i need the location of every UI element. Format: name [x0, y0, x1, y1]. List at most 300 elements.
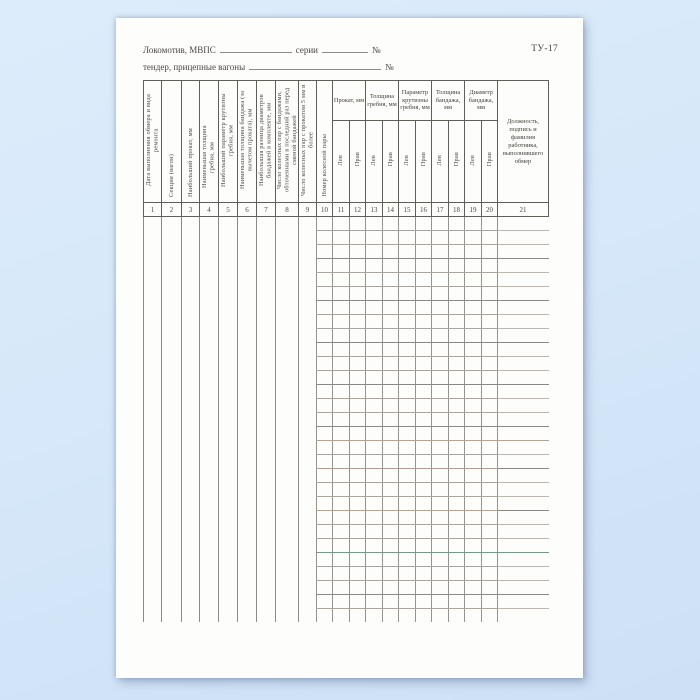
- grid-cell[interactable]: [317, 441, 333, 455]
- grid-cell[interactable]: [299, 525, 317, 539]
- grid-cell[interactable]: [416, 287, 432, 301]
- grid-cell[interactable]: [200, 301, 219, 315]
- grid-cell[interactable]: [383, 329, 399, 343]
- grid-cell[interactable]: [333, 301, 350, 315]
- grid-cell[interactable]: [482, 567, 498, 581]
- grid-cell[interactable]: [276, 595, 299, 609]
- grid-cell[interactable]: [317, 609, 333, 622]
- grid-cell[interactable]: [200, 455, 219, 469]
- grid-cell[interactable]: [449, 497, 465, 511]
- grid-cell[interactable]: [498, 315, 549, 329]
- grid-cell[interactable]: [482, 441, 498, 455]
- grid-cell[interactable]: [432, 245, 449, 259]
- grid-cell[interactable]: [333, 483, 350, 497]
- grid-cell[interactable]: [317, 329, 333, 343]
- grid-cell[interactable]: [350, 371, 366, 385]
- grid-cell[interactable]: [257, 483, 276, 497]
- grid-cell[interactable]: [144, 245, 162, 259]
- grid-cell[interactable]: [200, 371, 219, 385]
- grid-cell[interactable]: [366, 581, 383, 595]
- grid-cell[interactable]: [317, 497, 333, 511]
- grid-cell[interactable]: [238, 357, 257, 371]
- grid-cell[interactable]: [350, 553, 366, 567]
- grid-cell[interactable]: [299, 217, 317, 231]
- grid-cell[interactable]: [498, 217, 549, 231]
- grid-cell[interactable]: [482, 399, 498, 413]
- grid-cell[interactable]: [465, 245, 482, 259]
- grid-cell[interactable]: [399, 511, 416, 525]
- grid-cell[interactable]: [238, 371, 257, 385]
- grid-cell[interactable]: [317, 553, 333, 567]
- grid-cell[interactable]: [482, 427, 498, 441]
- grid-cell[interactable]: [257, 217, 276, 231]
- grid-cell[interactable]: [498, 343, 549, 357]
- locomotive-fill-blank[interactable]: [220, 44, 292, 53]
- grid-cell[interactable]: [416, 525, 432, 539]
- grid-cell[interactable]: [333, 273, 350, 287]
- grid-cell[interactable]: [200, 595, 219, 609]
- grid-cell[interactable]: [144, 455, 162, 469]
- grid-cell[interactable]: [299, 343, 317, 357]
- grid-cell[interactable]: [162, 427, 182, 441]
- grid-cell[interactable]: [416, 539, 432, 553]
- grid-cell[interactable]: [366, 343, 383, 357]
- grid-cell[interactable]: [432, 441, 449, 455]
- grid-cell[interactable]: [465, 455, 482, 469]
- grid-cell[interactable]: [276, 357, 299, 371]
- grid-cell[interactable]: [276, 539, 299, 553]
- grid-cell[interactable]: [182, 469, 200, 483]
- grid-cell[interactable]: [162, 217, 182, 231]
- grid-cell[interactable]: [219, 287, 238, 301]
- grid-cell[interactable]: [257, 385, 276, 399]
- grid-cell[interactable]: [350, 595, 366, 609]
- grid-cell[interactable]: [299, 469, 317, 483]
- grid-cell[interactable]: [432, 385, 449, 399]
- grid-cell[interactable]: [200, 497, 219, 511]
- grid-cell[interactable]: [238, 427, 257, 441]
- grid-cell[interactable]: [432, 581, 449, 595]
- grid-cell[interactable]: [465, 497, 482, 511]
- grid-cell[interactable]: [432, 553, 449, 567]
- grid-cell[interactable]: [276, 273, 299, 287]
- grid-cell[interactable]: [383, 315, 399, 329]
- grid-cell[interactable]: [498, 497, 549, 511]
- grid-cell[interactable]: [416, 399, 432, 413]
- grid-cell[interactable]: [317, 483, 333, 497]
- grid-cell[interactable]: [317, 231, 333, 245]
- grid-cell[interactable]: [276, 581, 299, 595]
- grid-cell[interactable]: [465, 357, 482, 371]
- grid-cell[interactable]: [219, 553, 238, 567]
- grid-cell[interactable]: [333, 329, 350, 343]
- grid-cell[interactable]: [465, 287, 482, 301]
- grid-cell[interactable]: [299, 609, 317, 622]
- grid-cell[interactable]: [399, 525, 416, 539]
- grid-cell[interactable]: [257, 343, 276, 357]
- grid-cell[interactable]: [219, 245, 238, 259]
- grid-cell[interactable]: [299, 483, 317, 497]
- grid-cell[interactable]: [299, 595, 317, 609]
- grid-cell[interactable]: [366, 399, 383, 413]
- grid-cell[interactable]: [333, 427, 350, 441]
- grid-cell[interactable]: [144, 441, 162, 455]
- grid-cell[interactable]: [482, 497, 498, 511]
- grid-cell[interactable]: [238, 385, 257, 399]
- grid-cell[interactable]: [144, 343, 162, 357]
- grid-cell[interactable]: [498, 399, 549, 413]
- grid-cell[interactable]: [257, 455, 276, 469]
- grid-cell[interactable]: [383, 217, 399, 231]
- grid-cell[interactable]: [399, 581, 416, 595]
- grid-cell[interactable]: [350, 315, 366, 329]
- grid-cell[interactable]: [498, 329, 549, 343]
- grid-cell[interactable]: [200, 511, 219, 525]
- grid-cell[interactable]: [238, 525, 257, 539]
- grid-cell[interactable]: [482, 455, 498, 469]
- grid-cell[interactable]: [238, 511, 257, 525]
- grid-cell[interactable]: [432, 595, 449, 609]
- grid-cell[interactable]: [238, 315, 257, 329]
- grid-cell[interactable]: [182, 287, 200, 301]
- grid-cell[interactable]: [399, 469, 416, 483]
- grid-cell[interactable]: [383, 301, 399, 315]
- grid-cell[interactable]: [162, 455, 182, 469]
- grid-cell[interactable]: [317, 511, 333, 525]
- grid-cell[interactable]: [449, 273, 465, 287]
- grid-cell[interactable]: [182, 609, 200, 622]
- grid-cell[interactable]: [162, 441, 182, 455]
- grid-cell[interactable]: [200, 357, 219, 371]
- grid-cell[interactable]: [432, 343, 449, 357]
- grid-cell[interactable]: [482, 469, 498, 483]
- grid-cell[interactable]: [200, 483, 219, 497]
- grid-cell[interactable]: [200, 469, 219, 483]
- grid-cell[interactable]: [498, 427, 549, 441]
- grid-cell[interactable]: [416, 483, 432, 497]
- grid-cell[interactable]: [449, 385, 465, 399]
- grid-cell[interactable]: [317, 385, 333, 399]
- grid-cell[interactable]: [333, 245, 350, 259]
- grid-cell[interactable]: [144, 301, 162, 315]
- grid-cell[interactable]: [257, 287, 276, 301]
- grid-cell[interactable]: [482, 231, 498, 245]
- grid-cell[interactable]: [465, 483, 482, 497]
- grid-cell[interactable]: [162, 259, 182, 273]
- grid-cell[interactable]: [200, 343, 219, 357]
- grid-cell[interactable]: [317, 567, 333, 581]
- grid-cell[interactable]: [465, 427, 482, 441]
- grid-cell[interactable]: [162, 595, 182, 609]
- grid-cell[interactable]: [482, 413, 498, 427]
- grid-cell[interactable]: [449, 357, 465, 371]
- grid-cell[interactable]: [498, 287, 549, 301]
- grid-cell[interactable]: [144, 371, 162, 385]
- grid-cell[interactable]: [162, 553, 182, 567]
- grid-cell[interactable]: [498, 245, 549, 259]
- grid-cell[interactable]: [200, 553, 219, 567]
- grid-cell[interactable]: [144, 217, 162, 231]
- grid-cell[interactable]: [238, 441, 257, 455]
- grid-cell[interactable]: [416, 259, 432, 273]
- grid-cell[interactable]: [299, 427, 317, 441]
- grid-cell[interactable]: [317, 595, 333, 609]
- grid-cell[interactable]: [449, 301, 465, 315]
- grid-cell[interactable]: [182, 595, 200, 609]
- grid-cell[interactable]: [350, 287, 366, 301]
- grid-cell[interactable]: [317, 413, 333, 427]
- grid-cell[interactable]: [238, 553, 257, 567]
- grid-cell[interactable]: [162, 399, 182, 413]
- grid-cell[interactable]: [432, 357, 449, 371]
- grid-cell[interactable]: [399, 301, 416, 315]
- grid-cell[interactable]: [182, 525, 200, 539]
- grid-cell[interactable]: [482, 301, 498, 315]
- grid-cell[interactable]: [432, 217, 449, 231]
- grid-cell[interactable]: [416, 441, 432, 455]
- grid-cell[interactable]: [350, 581, 366, 595]
- grid-cell[interactable]: [276, 245, 299, 259]
- tender-fill-blank[interactable]: [249, 61, 381, 70]
- grid-cell[interactable]: [317, 287, 333, 301]
- grid-cell[interactable]: [482, 217, 498, 231]
- grid-cell[interactable]: [366, 231, 383, 245]
- grid-cell[interactable]: [219, 399, 238, 413]
- grid-cell[interactable]: [299, 455, 317, 469]
- grid-cell[interactable]: [350, 399, 366, 413]
- grid-cell[interactable]: [399, 413, 416, 427]
- grid-cell[interactable]: [299, 273, 317, 287]
- grid-cell[interactable]: [449, 441, 465, 455]
- series-fill-blank[interactable]: [322, 44, 368, 53]
- grid-cell[interactable]: [333, 413, 350, 427]
- grid-cell[interactable]: [482, 259, 498, 273]
- grid-cell[interactable]: [465, 413, 482, 427]
- grid-cell[interactable]: [238, 581, 257, 595]
- grid-cell[interactable]: [465, 259, 482, 273]
- grid-cell[interactable]: [144, 273, 162, 287]
- grid-cell[interactable]: [449, 427, 465, 441]
- grid-cell[interactable]: [399, 329, 416, 343]
- grid-cell[interactable]: [449, 399, 465, 413]
- grid-cell[interactable]: [383, 287, 399, 301]
- grid-cell[interactable]: [399, 287, 416, 301]
- grid-cell[interactable]: [144, 413, 162, 427]
- grid-cell[interactable]: [299, 511, 317, 525]
- grid-cell[interactable]: [333, 567, 350, 581]
- grid-cell[interactable]: [350, 357, 366, 371]
- grid-cell[interactable]: [366, 553, 383, 567]
- grid-cell[interactable]: [144, 357, 162, 371]
- grid-cell[interactable]: [383, 371, 399, 385]
- grid-cell[interactable]: [449, 371, 465, 385]
- grid-cell[interactable]: [482, 595, 498, 609]
- grid-cell[interactable]: [416, 469, 432, 483]
- grid-cell[interactable]: [366, 273, 383, 287]
- grid-cell[interactable]: [383, 483, 399, 497]
- grid-cell[interactable]: [498, 455, 549, 469]
- grid-cell[interactable]: [432, 315, 449, 329]
- grid-cell[interactable]: [333, 231, 350, 245]
- grid-cell[interactable]: [257, 441, 276, 455]
- grid-cell[interactable]: [416, 427, 432, 441]
- grid-cell[interactable]: [219, 525, 238, 539]
- grid-cell[interactable]: [399, 553, 416, 567]
- grid-cell[interactable]: [162, 539, 182, 553]
- grid-cell[interactable]: [482, 581, 498, 595]
- grid-cell[interactable]: [416, 231, 432, 245]
- grid-cell[interactable]: [399, 441, 416, 455]
- grid-cell[interactable]: [299, 315, 317, 329]
- grid-cell[interactable]: [465, 343, 482, 357]
- grid-cell[interactable]: [257, 497, 276, 511]
- grid-cell[interactable]: [482, 357, 498, 371]
- grid-cell[interactable]: [276, 525, 299, 539]
- grid-cell[interactable]: [162, 483, 182, 497]
- grid-cell[interactable]: [238, 609, 257, 622]
- grid-cell[interactable]: [399, 427, 416, 441]
- grid-cell[interactable]: [182, 483, 200, 497]
- grid-cell[interactable]: [383, 469, 399, 483]
- grid-cell[interactable]: [238, 413, 257, 427]
- grid-cell[interactable]: [383, 273, 399, 287]
- grid-cell[interactable]: [350, 245, 366, 259]
- grid-cell[interactable]: [238, 567, 257, 581]
- grid-cell[interactable]: [200, 581, 219, 595]
- grid-cell[interactable]: [144, 483, 162, 497]
- grid-cell[interactable]: [257, 609, 276, 622]
- grid-cell[interactable]: [238, 483, 257, 497]
- grid-cell[interactable]: [317, 315, 333, 329]
- grid-cell[interactable]: [432, 483, 449, 497]
- grid-cell[interactable]: [465, 609, 482, 622]
- grid-cell[interactable]: [416, 553, 432, 567]
- grid-cell[interactable]: [416, 511, 432, 525]
- grid-cell[interactable]: [333, 581, 350, 595]
- grid-cell[interactable]: [299, 259, 317, 273]
- grid-cell[interactable]: [366, 511, 383, 525]
- grid-cell[interactable]: [465, 511, 482, 525]
- grid-cell[interactable]: [432, 455, 449, 469]
- grid-cell[interactable]: [399, 259, 416, 273]
- grid-cell[interactable]: [144, 315, 162, 329]
- grid-cell[interactable]: [383, 441, 399, 455]
- grid-cell[interactable]: [416, 497, 432, 511]
- grid-cell[interactable]: [399, 217, 416, 231]
- grid-cell[interactable]: [276, 483, 299, 497]
- grid-cell[interactable]: [162, 273, 182, 287]
- grid-cell[interactable]: [416, 567, 432, 581]
- grid-cell[interactable]: [144, 595, 162, 609]
- grid-cell[interactable]: [200, 287, 219, 301]
- grid-cell[interactable]: [416, 455, 432, 469]
- grid-cell[interactable]: [432, 399, 449, 413]
- grid-cell[interactable]: [333, 357, 350, 371]
- grid-cell[interactable]: [366, 427, 383, 441]
- grid-cell[interactable]: [383, 595, 399, 609]
- grid-cell[interactable]: [182, 539, 200, 553]
- grid-cell[interactable]: [350, 441, 366, 455]
- grid-cell[interactable]: [465, 301, 482, 315]
- grid-cell[interactable]: [182, 231, 200, 245]
- grid-cell[interactable]: [416, 609, 432, 622]
- grid-cell[interactable]: [299, 371, 317, 385]
- grid-cell[interactable]: [432, 301, 449, 315]
- grid-cell[interactable]: [350, 329, 366, 343]
- grid-cell[interactable]: [200, 315, 219, 329]
- grid-cell[interactable]: [383, 245, 399, 259]
- grid-cell[interactable]: [366, 329, 383, 343]
- grid-cell[interactable]: [465, 581, 482, 595]
- grid-cell[interactable]: [482, 315, 498, 329]
- grid-cell[interactable]: [257, 539, 276, 553]
- grid-cell[interactable]: [399, 273, 416, 287]
- grid-cell[interactable]: [498, 357, 549, 371]
- grid-cell[interactable]: [449, 315, 465, 329]
- grid-cell[interactable]: [144, 497, 162, 511]
- grid-cell[interactable]: [182, 511, 200, 525]
- grid-cell[interactable]: [219, 595, 238, 609]
- grid-cell[interactable]: [350, 469, 366, 483]
- grid-cell[interactable]: [182, 301, 200, 315]
- grid-cell[interactable]: [482, 329, 498, 343]
- grid-cell[interactable]: [299, 301, 317, 315]
- grid-cell[interactable]: [162, 511, 182, 525]
- grid-cell[interactable]: [162, 245, 182, 259]
- grid-cell[interactable]: [257, 595, 276, 609]
- grid-cell[interactable]: [498, 371, 549, 385]
- grid-cell[interactable]: [299, 329, 317, 343]
- grid-cell[interactable]: [498, 413, 549, 427]
- grid-cell[interactable]: [257, 567, 276, 581]
- grid-cell[interactable]: [498, 441, 549, 455]
- grid-cell[interactable]: [162, 581, 182, 595]
- grid-cell[interactable]: [350, 525, 366, 539]
- grid-cell[interactable]: [449, 525, 465, 539]
- grid-cell[interactable]: [317, 399, 333, 413]
- grid-cell[interactable]: [219, 441, 238, 455]
- grid-cell[interactable]: [366, 217, 383, 231]
- grid-cell[interactable]: [182, 399, 200, 413]
- grid-cell[interactable]: [144, 231, 162, 245]
- grid-cell[interactable]: [276, 609, 299, 622]
- grid-cell[interactable]: [383, 497, 399, 511]
- grid-cell[interactable]: [182, 217, 200, 231]
- grid-cell[interactable]: [257, 357, 276, 371]
- grid-cell[interactable]: [162, 525, 182, 539]
- grid-cell[interactable]: [333, 399, 350, 413]
- grid-cell[interactable]: [276, 553, 299, 567]
- grid-cell[interactable]: [465, 231, 482, 245]
- grid-cell[interactable]: [416, 595, 432, 609]
- grid-cell[interactable]: [399, 315, 416, 329]
- grid-cell[interactable]: [276, 329, 299, 343]
- grid-cell[interactable]: [350, 539, 366, 553]
- grid-cell[interactable]: [333, 287, 350, 301]
- grid-cell[interactable]: [333, 469, 350, 483]
- grid-cell[interactable]: [350, 483, 366, 497]
- grid-cell[interactable]: [383, 427, 399, 441]
- grid-cell[interactable]: [416, 385, 432, 399]
- grid-cell[interactable]: [276, 469, 299, 483]
- grid-cell[interactable]: [144, 567, 162, 581]
- grid-cell[interactable]: [416, 245, 432, 259]
- grid-cell[interactable]: [200, 273, 219, 287]
- grid-cell[interactable]: [299, 385, 317, 399]
- grid-cell[interactable]: [219, 427, 238, 441]
- grid-cell[interactable]: [219, 469, 238, 483]
- grid-cell[interactable]: [299, 441, 317, 455]
